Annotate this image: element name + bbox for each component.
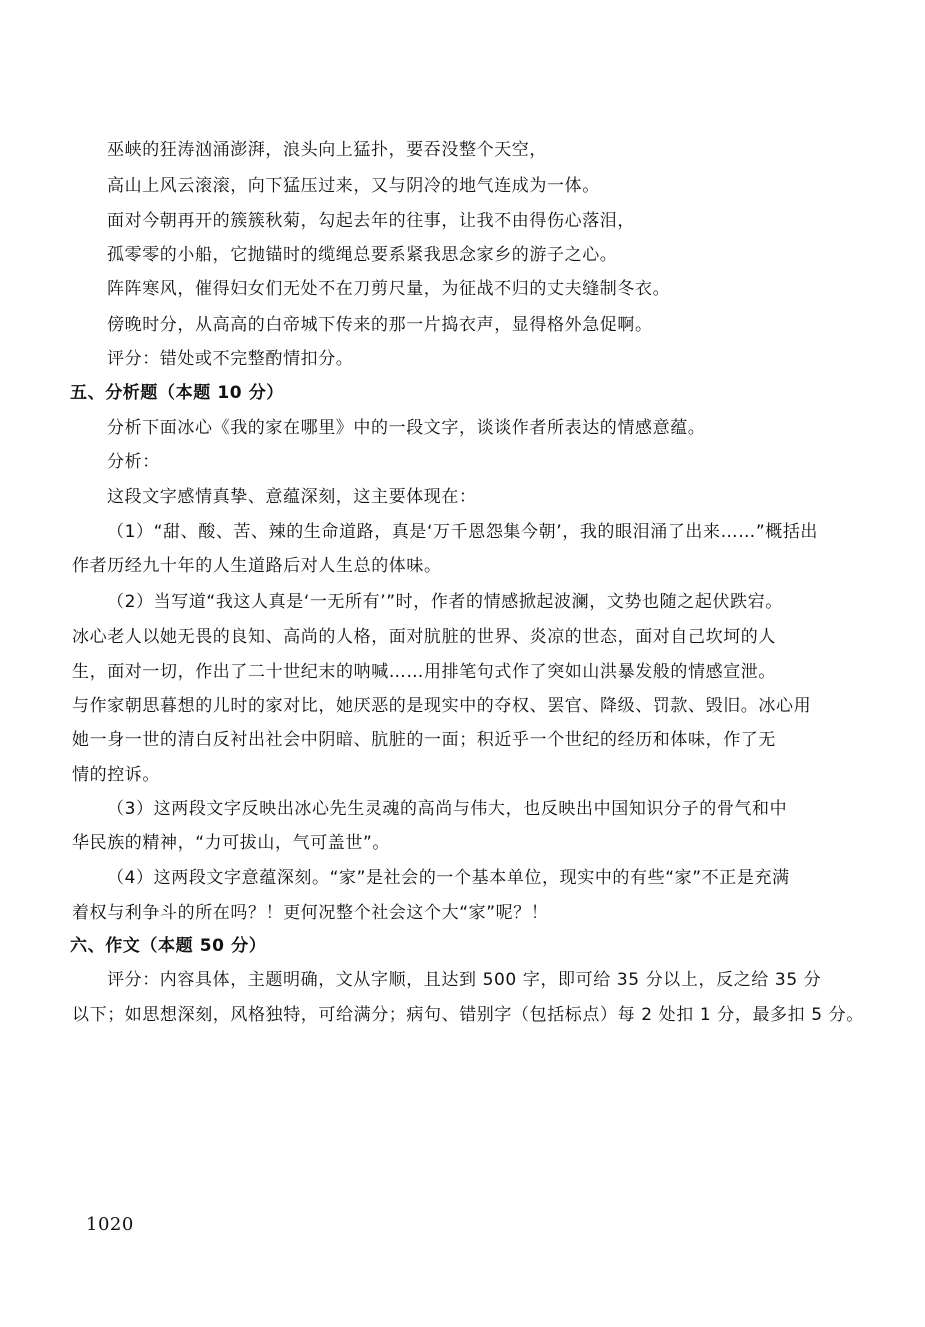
point2-line: 生，面对一切，作出了二十世纪末的呐喊……用排笔句式作了突如山洪暴发般的情感宣泄。 xyxy=(72,662,776,682)
translation-line: 巫峡的狂涛汹涌澎湃，浪头向上猛扑，要吞没整个天空， xyxy=(107,140,547,160)
point4-line: 着权与利争斗的所在吗？！更何况整个社会这个大“家”呢？！ xyxy=(72,903,549,923)
point3-line: （3）这两段文字反映出冰心先生灵魂的高尚与伟大，也反映出中国知识分子的骨气和中 xyxy=(107,799,788,819)
point4-line: （4）这两段文字意蕴深刻。“家”是社会的一个基本单位，现实中的有些“家”不正是充满 xyxy=(107,868,790,888)
point1-line: （1）“甜、酸、苦、辣的生命道路，真是‘万千恩怨集今朝’，我的眼泪涌了出来……”概括出 xyxy=(107,522,819,542)
analysis-intro: 这段文字感情真挚、意蕴深刻，这主要体现在： xyxy=(107,487,477,507)
point2-line: 她一身一世的清白反衬出社会中阴暗、肮脏的一面；积近乎一个世纪的经历和体味，作了无 xyxy=(72,730,776,750)
section6-heading: 六、作文（本题 50 分） xyxy=(70,936,267,956)
section6-scoring-line: 以下；如思想深刻，风格独特，可给满分；病句、错别字（包括标点）每 2 处扣 1 分，最多扣 5 分。 xyxy=(72,1005,864,1025)
point2-line: 情的控诉。 xyxy=(72,765,160,785)
section5-heading: 五、分析题（本题 10 分） xyxy=(70,383,284,403)
translation-line: 孤零零的小船，它抛锚时的缆绳总要系紧我思念家乡的游子之心。 xyxy=(107,245,618,265)
analysis-label: 分析： xyxy=(107,452,160,472)
translation-line: 面对今朝再开的簇簇秋菊，勾起去年的往事，让我不由得伤心落泪， xyxy=(107,211,635,231)
section5-question: 分析下面冰心《我的家在哪里》中的一段文字，谈谈作者所表达的情感意蕴。 xyxy=(107,418,706,438)
translation-line: 傍晚时分，从高高的白帝城下传来的那一片捣衣声，显得格外急促啊。 xyxy=(107,315,653,335)
translation-line: 阵阵寒风，催得妇女们无处不在刀剪尺量，为征战不归的丈夫缝制冬衣。 xyxy=(107,279,671,299)
point3-line: 华民族的精神，“力可拔山，气可盖世”。 xyxy=(72,833,391,853)
translation-line: 高山上风云滚滚，向下猛压过来，又与阴冷的地气连成为一体。 xyxy=(107,176,600,196)
page-number: 1020 xyxy=(86,1214,134,1235)
point1-line: 作者历经九十年的人生道路后对人生总的体味。 xyxy=(72,556,442,576)
point2-line: 冰心老人以她无畏的良知、高尚的人格，面对肮脏的世界、炎凉的世态，面对自己坎坷的人 xyxy=(72,627,776,647)
scoring-note: 评分：错处或不完整酌情扣分。 xyxy=(107,349,354,369)
section6-scoring-line: 评分：内容具体，主题明确，文从字顺，且达到 500 字，即可给 35 分以上，反之给 35 分 xyxy=(107,970,822,990)
point2-line: 与作家朝思暮想的儿时的家对比，她厌恶的是现实中的夺权、罢官、降级、罚款、毁旧。冰心用 xyxy=(72,696,812,716)
point2-line: （2）当写道“我这人真是‘一无所有’”时，作者的情感掀起波澜，文势也随之起伏跌宕。 xyxy=(107,592,783,612)
